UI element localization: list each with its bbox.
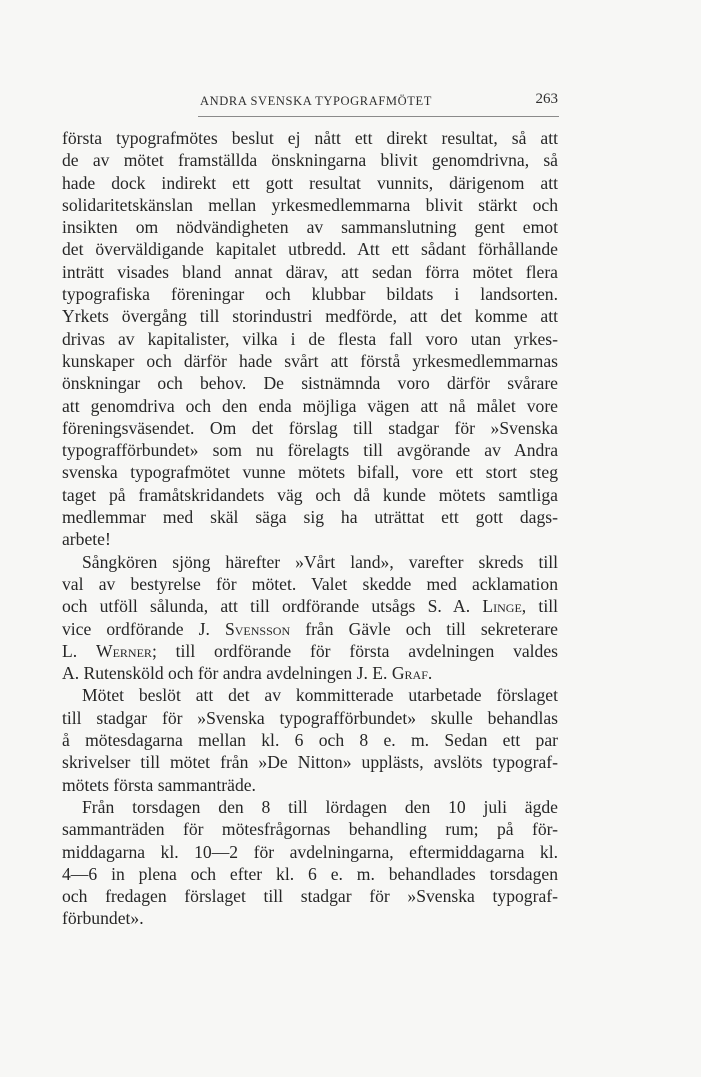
text-line: att genomdriva och den enda möjliga vägen att nå målet vore bbox=[62, 395, 558, 416]
text-line: typografiska föreningar och klubbar bildats i landsorten. bbox=[62, 284, 558, 305]
text-line: kunskaper och därför hade svårt att förstå yrkesmedlemmarnas bbox=[62, 350, 558, 371]
paragraph-start-line: Från torsdagen den 8 till lördagen den 10 juli ägde bbox=[82, 796, 558, 817]
running-head bbox=[200, 91, 560, 111]
paragraph-start-line: Mötet beslöt att det av kommitterade utarbetade förslaget bbox=[82, 685, 558, 706]
text-line: första typografmötes beslut ej nått ett direkt resultat, så att bbox=[62, 128, 558, 148]
person-name: Linge bbox=[482, 596, 522, 617]
text-line: och fredagen förslaget till stadgar för »Svenska typograf- bbox=[62, 886, 558, 907]
text-line: taget på framåtskridandets väg och då kunde mötets samtliga bbox=[62, 484, 558, 505]
person-name: Svensson bbox=[224, 618, 291, 639]
text-line: sammanträden för mötesfrågornas behandling rum; på för- bbox=[62, 819, 558, 840]
text-line: 4—6 in plena och efter kl. 6 e. m. behandlades torsdagen bbox=[62, 863, 558, 884]
body-text bbox=[62, 127, 558, 930]
text-line: svenska typografmötet vunne mötets bifall, vore ett stort steg bbox=[62, 462, 558, 483]
text-line: insikten om nödvändigheten av sammanslutning gent emot bbox=[62, 217, 558, 238]
text-line: val av bestyrelse för mötet. Valet skedde med acklamation bbox=[62, 573, 558, 594]
text-line: A. Rutensköld och för andra avdelningen J. E. Graf. bbox=[62, 663, 433, 684]
text-line: vice ordförande J. Svensson från Gävle och till sekreterare bbox=[62, 618, 558, 639]
person-name: Graf bbox=[391, 663, 428, 684]
text-line: Yrkets övergång till storindustri medförde, att det komme att bbox=[62, 306, 558, 327]
text-line: önskningar och behov. De sistnämnda voro därför svårare bbox=[62, 373, 558, 394]
page-number: 263 bbox=[535, 91, 558, 107]
header-rule bbox=[198, 116, 559, 117]
text-line: L. Werner; till ordförande för första avdelningen valdes bbox=[62, 640, 559, 661]
text-line: skrivelser till mötet från »De Nitton» upplästs, avslöts typograf- bbox=[62, 752, 558, 773]
paragraph-start-line: Sångkören sjöng härefter »Vårt land», varefter skreds till bbox=[82, 551, 558, 572]
text-line: föreningsväsendet. Om det förslag till stadgar för »Svenska bbox=[62, 417, 558, 438]
text-line: mötets första sammanträde. bbox=[62, 774, 256, 795]
text-line: hade dock indirekt ett gott resultat vunnits, därigenom att bbox=[62, 172, 558, 193]
text-line: inträtt visades bland annat därav, att sedan förra mötet flera bbox=[62, 261, 558, 282]
text-line: förbundet». bbox=[62, 908, 144, 929]
text-line: solidaritetskänslan mellan yrkesmedlemmarna blivit stärkt och bbox=[62, 194, 558, 215]
text-line: drivas av kapitalister, vilka i de flesta fall voro utan yrkes- bbox=[62, 328, 558, 349]
text-line: det överväldigande kapitalet utbredd. Att ett sådant förhållande bbox=[62, 239, 558, 260]
text-line: typografförbundet» som nu förelagts till avgörande av Andra bbox=[62, 440, 558, 461]
person-name: Werner bbox=[95, 640, 152, 661]
text-line: middagarna kl. 10—2 för avdelningarna, eftermiddagarna kl. bbox=[62, 841, 558, 862]
text-line: medlemmar med skäl säga sig ha uträttat ett gott dags- bbox=[62, 507, 558, 528]
running-title: ANDRA SVENSKA TYPOGRAFMÖTET bbox=[200, 94, 432, 108]
text-line: de av mötet framställda önskningarna blivit genomdrivna, så bbox=[62, 150, 558, 171]
text-line: å mötesdagarna mellan kl. 6 och 8 e. m. Sedan ett par bbox=[62, 730, 558, 751]
text-line: arbete! bbox=[62, 529, 111, 550]
text-line: och utföll sålunda, att till ordförande utsågs S. A. Linge, till bbox=[62, 596, 558, 617]
text-line: till stadgar för »Svenska typografförbundet» skulle behandlas bbox=[62, 707, 558, 728]
